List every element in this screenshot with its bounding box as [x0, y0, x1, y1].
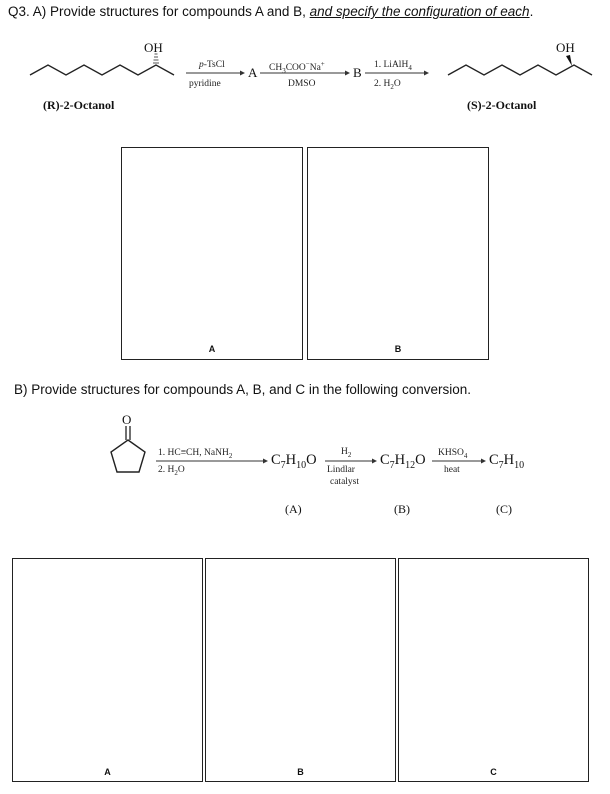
b-step1-line1: 1. HC≡CH, NaNH$_2$ — [158, 448, 233, 460]
label-paren-a: (A) — [285, 502, 302, 516]
answer-box-b-label: B — [394, 344, 402, 354]
label-paren-c: (C) — [496, 502, 512, 516]
answer-box-a-label: A — [208, 344, 216, 354]
formula-a: $C_7H_{10}O$ — [271, 452, 317, 471]
b-step2-top: $H_2$ — [341, 447, 352, 459]
b-step2-bottom1: Lindlar — [327, 465, 355, 475]
answer-box-b-a[interactable] — [12, 558, 203, 782]
step2-reagent-bottom: DMSO — [288, 79, 316, 89]
b-step3-top: $KHSO_4$ — [438, 448, 468, 460]
b-step3-bottom: heat — [444, 465, 460, 475]
step1-reagent-bottom: pyridine — [189, 79, 221, 89]
part-b-question: B) Provide structures for compounds A, B, and C in the following conversion. — [14, 382, 471, 397]
cyclopentanone-ring — [111, 440, 145, 472]
answer-box-b-b[interactable] — [205, 558, 396, 782]
step1-reagent-top: p-TsCl — [199, 60, 225, 70]
b-step2-bottom2: catalyst — [330, 477, 360, 487]
start-compound-label: (R)-2-Octanol — [43, 98, 115, 112]
answer-box-b-c[interactable] — [398, 558, 589, 782]
part-a-question-emphasis: and specify the configuration of each — [309, 4, 530, 19]
formula-b: $C_7H_{12}O$ — [380, 452, 426, 471]
part-a-question-prefix: Q3. A) Provide structures for compounds A and B, — [8, 4, 310, 19]
answer-box-b-c-label: C — [490, 767, 497, 777]
step3-reagent-top: 1. LiAlH$_4$ — [374, 60, 412, 72]
step2-reagent-top: $CH_3COO^-Na^+$ — [269, 60, 325, 76]
label-paren-b: (B) — [394, 502, 410, 516]
part-a-question-suffix: . — [529, 4, 534, 19]
oh-left: OH — [144, 40, 163, 55]
formula-c: $C_7H_{10}$ — [489, 452, 525, 471]
answer-box-b-b-label: B — [297, 767, 304, 777]
end-compound-label: (S)-2-Octanol — [467, 98, 537, 112]
ketone-oxygen: O — [122, 412, 132, 427]
step3-reagent-bottom: 2. $H_2O$ — [374, 79, 401, 91]
b-step1-line2: 2. $H_2O$ — [158, 465, 185, 477]
answer-box-b-a-label: A — [104, 767, 111, 777]
oh-right: OH — [556, 40, 575, 55]
intermediate-b-label: B — [353, 65, 362, 80]
intermediate-a-label: A — [248, 65, 258, 80]
